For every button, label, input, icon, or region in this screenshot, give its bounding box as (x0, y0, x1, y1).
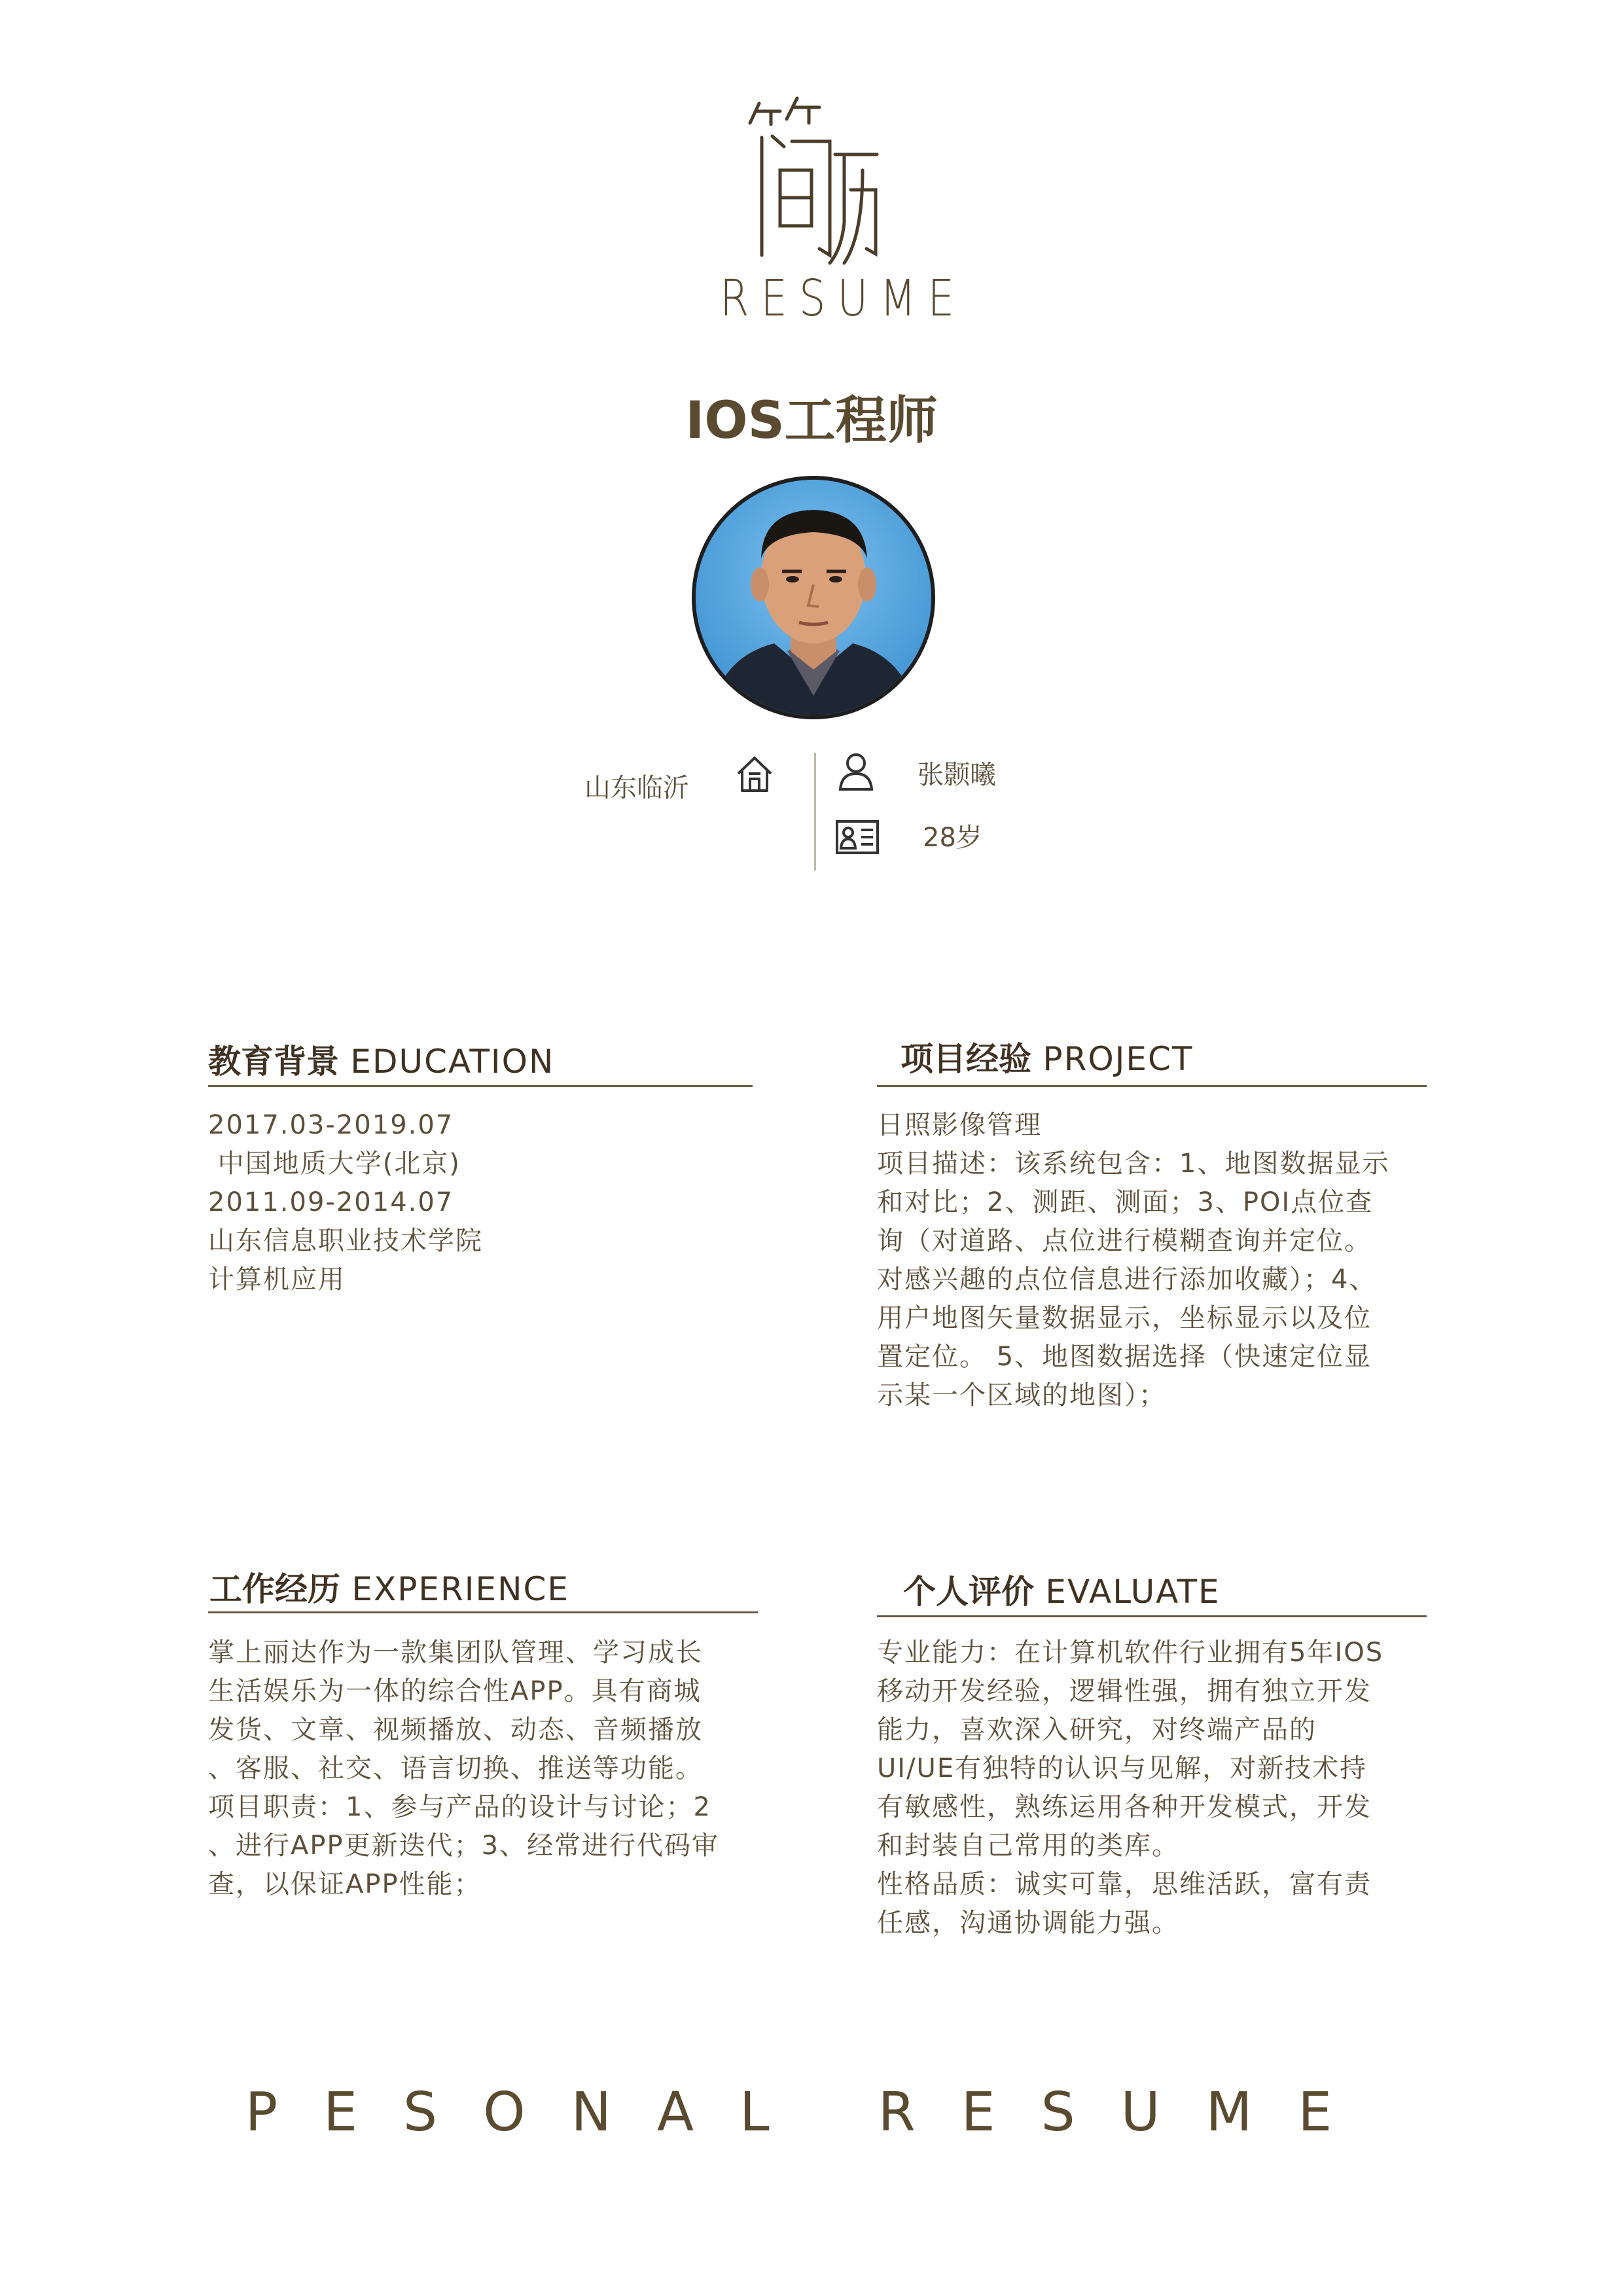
project-line: 用户地图矢量数据显示，坐标显示以及位 (877, 1303, 1372, 1333)
education-title-en: EDUCATION (350, 1043, 555, 1081)
evaluate-rule (877, 1615, 1427, 1617)
evaluate-body (877, 1634, 1383, 1943)
evaluate-line: 任感，沟通协调能力强。 (877, 1908, 1179, 1938)
experience-line: 、客服、社交、语言切换、推送等功能。 (208, 1753, 703, 1784)
evaluate-line: 能力，喜欢深入研究，对终端产品的 (877, 1715, 1317, 1745)
location-text: 山东临沂 (584, 773, 689, 803)
project-line: 对感兴趣的点位信息进行添加收藏）；4、 (877, 1265, 1377, 1295)
project-line: 询（对道路、点位进行模糊查询并定位。 (877, 1226, 1372, 1256)
education-line: 中国地质大学(北京) (208, 1149, 461, 1179)
project-line: 和对比；2、测距、测面；3、POI点位查 (877, 1187, 1374, 1217)
experience-line: 生活娱乐为一体的综合性APP。具有商城 (208, 1676, 702, 1706)
footer-text: PESONAL RESUME (245, 2081, 1378, 2144)
education-line: 2017.03-2019.07 (208, 1110, 454, 1140)
experience-line: 、进行APP更新迭代；3、经常进行代码审 (208, 1831, 720, 1861)
education-body (208, 1106, 483, 1299)
education-title (208, 1035, 554, 1083)
project-rule (877, 1085, 1427, 1087)
evaluate-line: 和封装自己常用的类库。 (877, 1831, 1179, 1861)
avatar (692, 476, 935, 719)
education-line: 2011.09-2014.07 (208, 1187, 454, 1217)
experience-line: 发货、文章、视频播放、动态、音频播放 (208, 1715, 703, 1745)
experience-line: 项目职责：1、参与产品的设计与讨论；2 (208, 1792, 711, 1822)
project-line: 示某一个区域的地图）； (877, 1380, 1166, 1410)
id-card-icon (835, 819, 880, 855)
experience-title (209, 1563, 569, 1610)
evaluate-line: 有敏感性，熟练运用各种开发模式，开发 (877, 1792, 1372, 1822)
evaluate-title (903, 1566, 1221, 1613)
footer-title (0, 2081, 1623, 2144)
experience-body (208, 1634, 719, 1904)
experience-line: 查，以保证APP性能； (208, 1869, 482, 1899)
project-title-en: PROJECT (1043, 1040, 1194, 1078)
name-text: 张颢曦 (918, 760, 996, 790)
project-title (901, 1033, 1193, 1080)
project-line: 日照影像管理 (877, 1110, 1042, 1140)
experience-rule (208, 1611, 758, 1613)
home-icon (734, 754, 775, 795)
education-rule (208, 1085, 753, 1087)
avatar-portrait (696, 480, 931, 715)
resume-logo-cn (746, 92, 883, 268)
evaluate-title-en: EVALUATE (1045, 1573, 1221, 1611)
experience-title-cn: 工作经历 (209, 1570, 340, 1608)
info-divider (814, 753, 816, 870)
experience-title-en: EXPERIENCE (351, 1570, 569, 1608)
evaluate-line: UI/UE有独特的认识与见解，对新技术持 (877, 1753, 1368, 1784)
project-line: 项目描述：该系统包含：1、地图数据显示 (877, 1149, 1390, 1179)
education-line: 计算机应用 (208, 1265, 346, 1295)
resume-logo-en: RESUME (720, 270, 967, 329)
education-title-cn: 教育背景 (208, 1043, 339, 1081)
user-icon (838, 751, 874, 792)
project-body (877, 1106, 1389, 1415)
education-line: 山东信息职业技术学院 (208, 1226, 483, 1256)
job-title: IOS工程师 (685, 391, 938, 450)
evaluate-line: 专业能力：在计算机软件行业拥有5年IOS (877, 1638, 1384, 1668)
age-text: 28岁 (923, 823, 982, 853)
evaluate-line: 移动开发经验，逻辑性强，拥有独立开发 (877, 1676, 1372, 1706)
project-title-cn: 项目经验 (901, 1040, 1031, 1078)
evaluate-line: 性格品质：诚实可靠，思维活跃，富有责 (877, 1869, 1372, 1899)
evaluate-title-cn: 个人评价 (903, 1573, 1034, 1611)
project-line: 置定位。 5、地图数据选择（快速定位显 (877, 1342, 1372, 1372)
experience-line: 掌上丽达作为一款集团队管理、学习成长 (208, 1638, 703, 1668)
